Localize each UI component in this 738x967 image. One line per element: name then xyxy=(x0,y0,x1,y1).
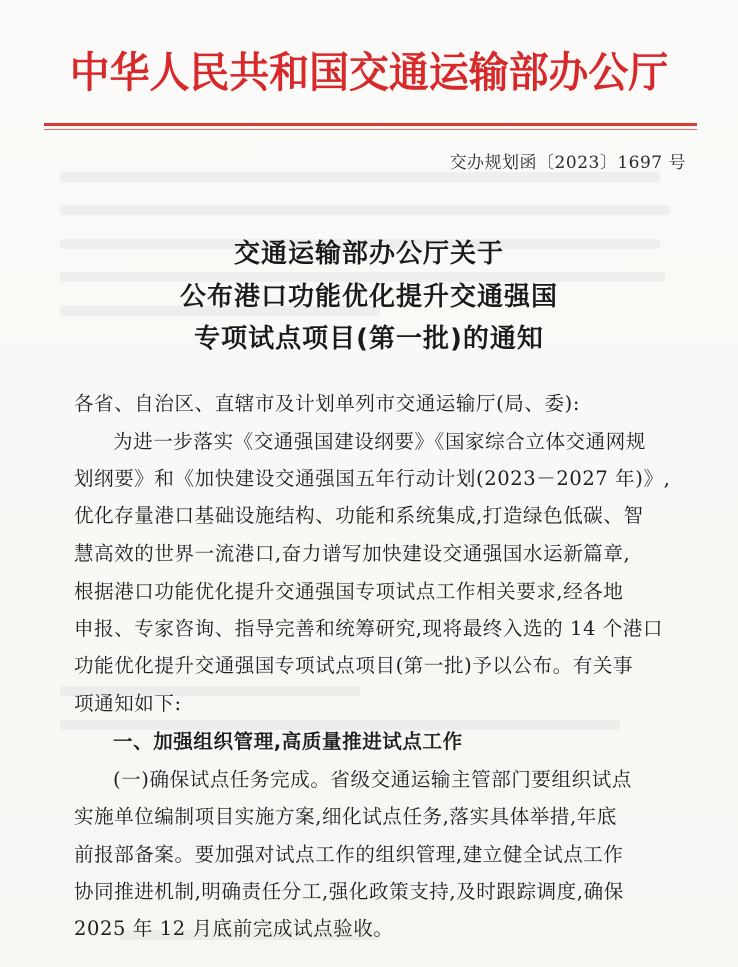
body-line: 申报、专家咨询、指导完善和统筹研究,现将最终入选的 14 个港口 xyxy=(74,617,664,640)
body-line: 项通知如下: xyxy=(74,692,182,715)
body-line: 慧高效的世界一流港口,奋力谱写加快建设交通强国水运新篇章, xyxy=(74,542,631,565)
body-line: 划纲要》和《加快建设交通强国五年行动计划(2023－2027 年)》, xyxy=(74,467,671,490)
body-line: 根据港口功能优化提升交通强国专项试点工作相关要求,经各地 xyxy=(74,580,624,603)
body-line: 为进一步落实《交通强国建设纲要》《国家综合立体交通网规 xyxy=(113,430,646,453)
issuer-header: 中华人民共和国交通运输部办公厅 xyxy=(69,48,669,97)
body-line: 2025 年 12 月底前完成试点验收。 xyxy=(74,917,394,940)
bleed-through-line xyxy=(60,205,670,215)
document-title-line-2: 公布港口功能优化提升交通强国 xyxy=(179,282,558,312)
bleed-through-line xyxy=(60,172,660,182)
body-line: 协同推进机制,明确责任分工,强化政策支持,及时跟踪调度,确保 xyxy=(74,880,624,903)
body-line: 功能优化提升交通强国专项试点项目(第一批)予以公布。有关事 xyxy=(74,654,634,677)
body-line: 优化存量港口基础设施结构、功能和系统集成,打造绿色低碳、智 xyxy=(74,504,644,527)
red-header-rule-thin xyxy=(44,129,697,130)
body-line: (一)确保试点任务完成。省级交通运输主管部门要组织试点 xyxy=(113,768,632,791)
body-line: 实施单位编制项目实施方案,细化试点任务,落实具体举措,年底 xyxy=(74,805,617,828)
document-title-line-3: 专项试点项目(第一批)的通知 xyxy=(194,324,544,354)
salutation: 各省、自治区、直辖市及计划单列市交通运输厅(局、委): xyxy=(74,392,580,415)
document-title-line-1: 交通运输部办公厅关于 xyxy=(233,239,504,269)
section-heading: 一、加强组织管理,高质量推进试点工作 xyxy=(113,730,463,753)
body-line: 前报部备案。要加强对试点工作的组织管理,建立健全试点工作 xyxy=(74,843,624,866)
red-header-rule xyxy=(44,123,697,126)
document-number: 交办规划函〔2023〕1697 号 xyxy=(449,153,686,173)
